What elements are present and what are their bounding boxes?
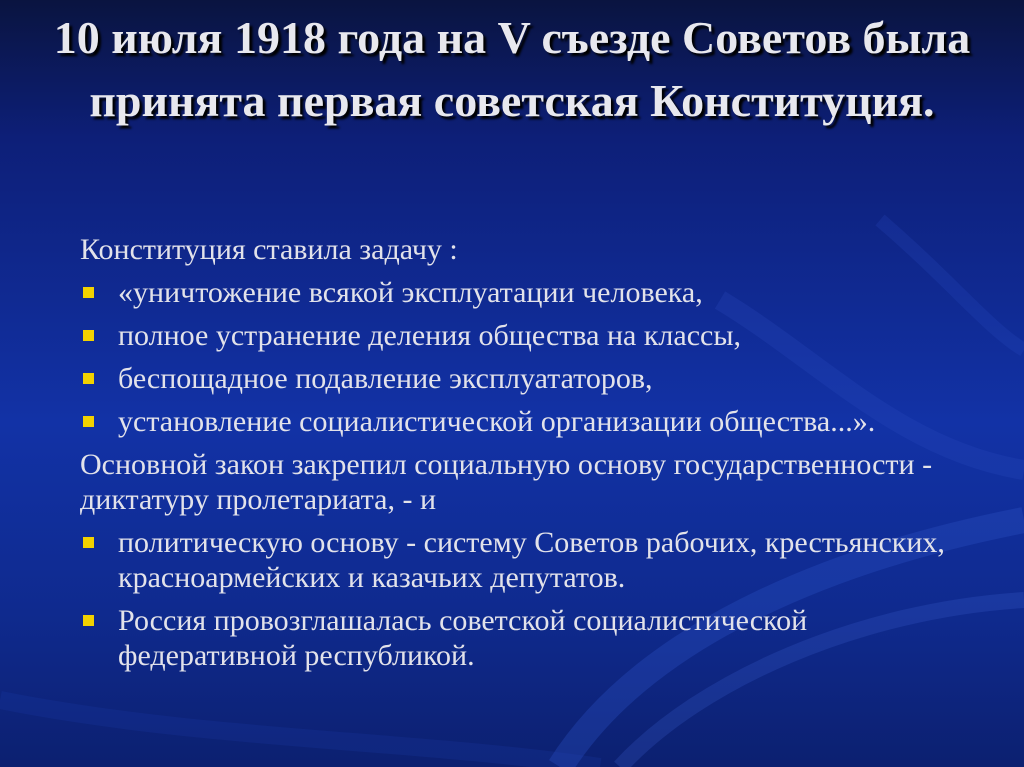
bullet-square-icon xyxy=(83,537,94,548)
bullet-item xyxy=(80,275,980,310)
slide-body xyxy=(80,232,980,681)
bullet-text: полное устранение деления общества на классы, xyxy=(118,319,741,352)
bullet-square-icon xyxy=(83,416,94,427)
bullet-item xyxy=(80,318,980,353)
bullet-item xyxy=(80,525,980,595)
bullet-text: «уничтожение всякой эксплуатации человека, xyxy=(118,276,703,309)
bullet-square-icon xyxy=(83,615,94,626)
bullet-text: Россия провозглашалась советской социалистической федеративной республикой. xyxy=(118,604,808,672)
bullet-item xyxy=(80,361,980,396)
bullet-square-icon xyxy=(83,330,94,341)
bullet-item xyxy=(80,603,980,673)
bullet-square-icon xyxy=(83,287,94,298)
bullet-text: беспощадное подавление эксплуататоров, xyxy=(118,362,653,395)
intro-text: Конституция ставила задачу : xyxy=(80,233,458,266)
paragraph-text: Основной закон закрепил социальную основу государственности - диктатуру пролетариата, - и xyxy=(80,448,933,516)
bullet-text: установление социалистической организации общества...». xyxy=(118,405,876,438)
bullet-square-icon xyxy=(83,373,94,384)
bullet-item xyxy=(80,404,980,439)
slide-title: 10 июля 1918 года на V съезде Советов была принята первая советская Конституция. xyxy=(53,12,971,126)
bullet-text: политическую основу - систему Советов рабочих, крестьянских, красноармейских и казачьих депутатов. xyxy=(118,526,945,594)
